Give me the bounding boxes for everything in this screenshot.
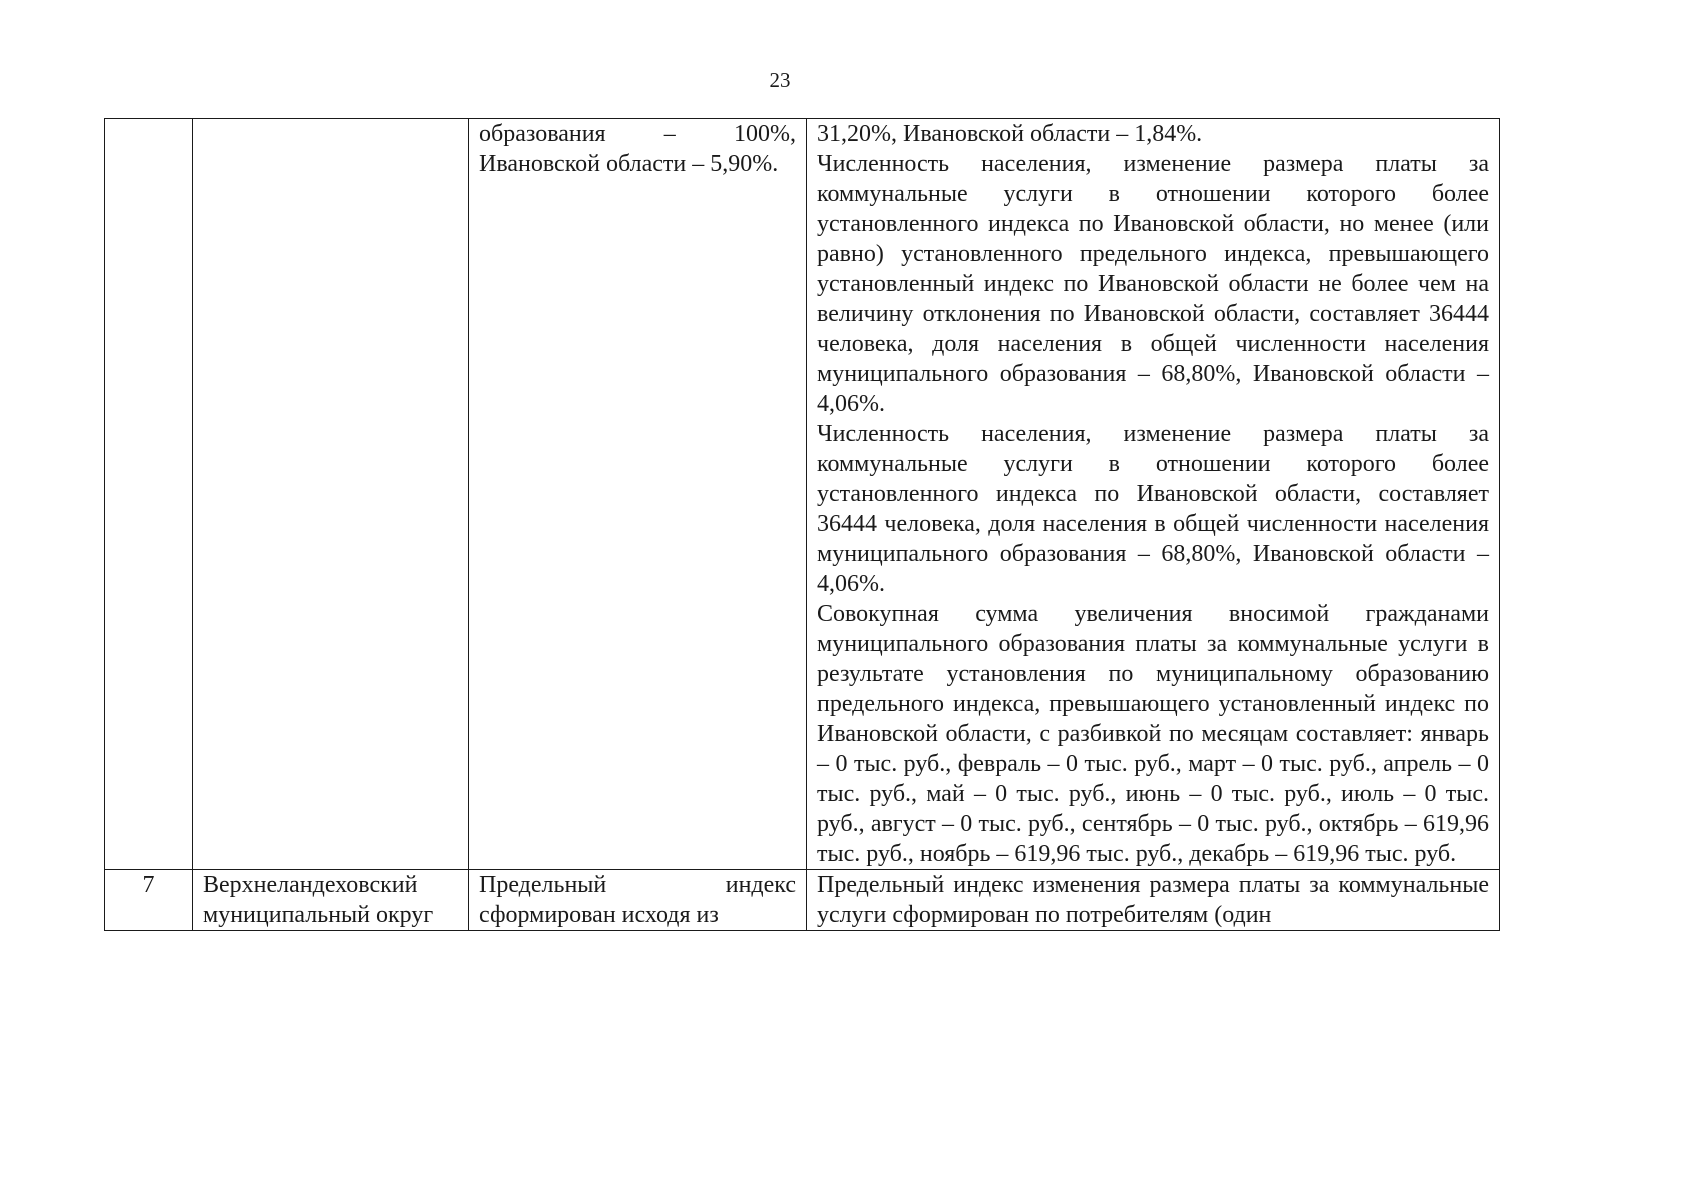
details-paragraph: Предельный индекс изменения размера платы за коммунальные услуги сформирован по потребителям (один — [817, 872, 1489, 928]
details-paragraph: Совокупная сумма увеличения вносимой гражданами муниципального образования платы за коммунальные услуги в результате установления по муниципальному образованию предельного индекса, превышающего установленный индекс по Ивановской области, с разбивкой по месяцам составляет: январь – 0 тыс. руб., февраль – 0 тыс. руб., март – 0 тыс. руб., апрель – 0 тыс. руб., май – 0 тыс. руб., июнь – 0 тыс. руб., июль – 0 тыс. руб., август – 0 тыс. руб., сентябрь – 0 тыс. руб., октябрь – 619,96 тыс. руб., ноябрь – 619,96 тыс. руб., декабрь – 619,96 тыс. руб. — [817, 601, 1489, 867]
document-table — [104, 118, 1500, 931]
details-paragraph: Численность населения, изменение размера платы за коммунальные услуги в отношении которого более установленного индекса по Ивановской области, но менее (или равно) установленного предельного индекса, превышающего установленный индекс по Ивановской области не более чем на величину отклонения по Ивановской области, составляет 36444 человека, доля населения в общей численности населения муниципального образования – 68,80%, Ивановской области – 4,06%. — [817, 151, 1489, 417]
row-number-cell — [105, 119, 193, 870]
method-text: Предельный индекс сформирован исходя из — [479, 872, 796, 928]
municipality-cell: Верхнеландеховский муниципальный округ — [193, 870, 469, 931]
municipality-cell — [193, 119, 469, 870]
page-number: 23 — [769, 68, 791, 92]
method-cell — [469, 119, 807, 870]
table-row — [105, 870, 1500, 931]
table-row — [105, 119, 1500, 870]
details-paragraph: Численность населения, изменение размера платы за коммунальные услуги в отношении которого более установленного индекса по Ивановской области, составляет 36444 человека, доля населения в общей численности населения муниципального образования – 68,80%, Ивановской области – 4,06%. — [817, 421, 1489, 597]
method-text: образования – 100%, Ивановской области – 5,90%. — [479, 121, 796, 177]
details-paragraph: 31,20%, Ивановской области – 1,84%. — [817, 121, 1203, 147]
method-cell — [469, 870, 807, 931]
row-number-cell: 7 — [105, 870, 193, 931]
details-cell — [807, 870, 1500, 931]
details-cell — [807, 119, 1500, 870]
